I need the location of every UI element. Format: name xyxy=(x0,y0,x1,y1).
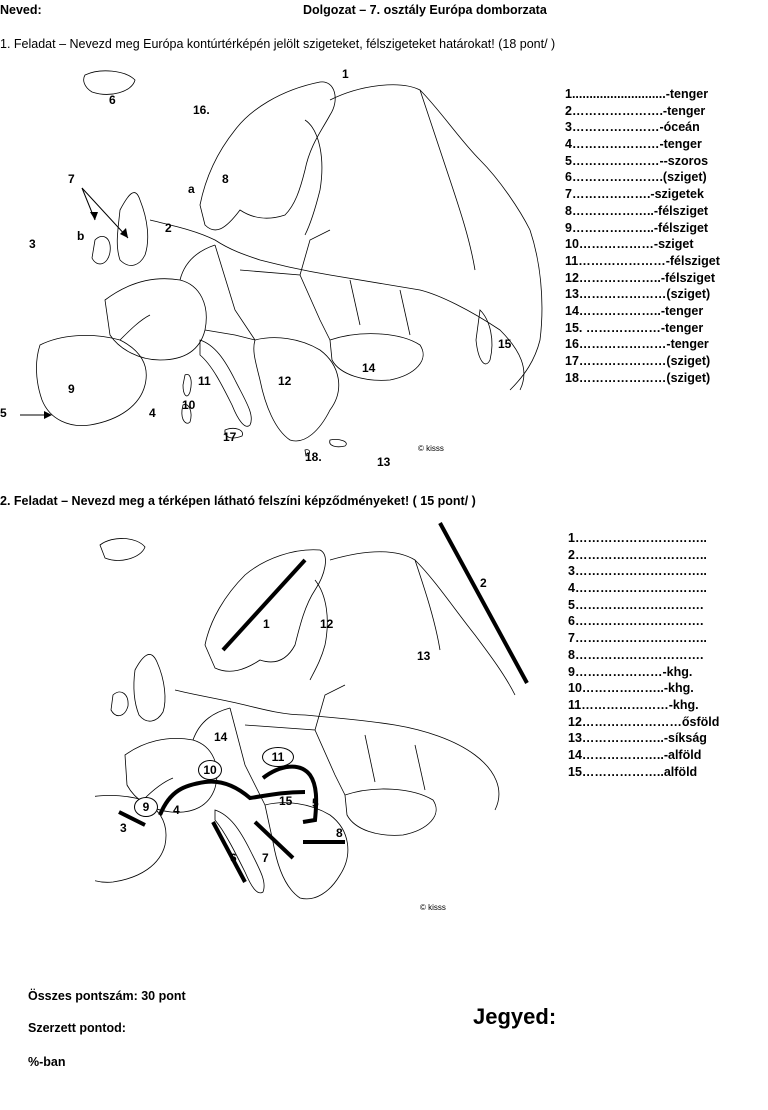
map2-label-9: 9 xyxy=(134,797,158,817)
earned-points: Szerzett pontod: xyxy=(28,1021,126,1035)
answer-line: 15………………..alföld xyxy=(568,764,698,779)
answer-line: 8………………..-félsziget xyxy=(565,203,709,218)
map1-label-13: 13 xyxy=(377,455,391,469)
answer-line: 1………………………….. xyxy=(568,531,707,545)
map1-label-7: 7 xyxy=(68,172,75,186)
map1-label-12: 12 xyxy=(278,374,292,388)
map2-label-11: 11 xyxy=(262,747,294,767)
map1-credit-text: kisss xyxy=(426,444,444,453)
task1-instruction: 1. Feladat – Nevezd meg Európa kontúrtérképén jelölt szigeteket, félszigeteket határokat! (18 pont/ ) xyxy=(0,37,556,51)
answer-line: 14………………..-alföld xyxy=(568,747,702,762)
map1-label-8: 8 xyxy=(222,172,229,186)
answer-line: 12………………..-félsziget xyxy=(565,270,716,285)
answer-line: 3…………………-óceán xyxy=(565,120,700,135)
answer-line: 10………………-sziget xyxy=(565,237,694,252)
map1-label-9: 9 xyxy=(68,382,75,396)
map1-label-6: 6 xyxy=(109,93,116,107)
map1-label-15: 15 xyxy=(498,337,512,351)
name-label: Neved: xyxy=(0,3,42,17)
answer-line: 16…………………-tenger xyxy=(565,337,709,352)
map1-label-18: 18. xyxy=(305,450,322,464)
map2-label-12: 12 xyxy=(320,617,334,631)
answer-line: 1...........................-tenger xyxy=(565,87,709,101)
map1-label-4: 4 xyxy=(149,406,156,420)
map1-label-11: 11 xyxy=(198,374,211,388)
map2-label-6: 6 xyxy=(230,851,237,865)
answer-line: 5…………………--szoros xyxy=(565,153,709,168)
map2-label-13: 13 xyxy=(417,649,431,663)
total-points: Összes pontszám: 30 pont xyxy=(28,989,186,1003)
answer-line: 5…………………………. xyxy=(568,597,704,612)
map2-label-8: 8 xyxy=(336,826,343,840)
answer-line: 11…………………-félsziget xyxy=(565,253,720,268)
answer-line: 9………………..-félsziget xyxy=(565,220,709,235)
percent-label: %-ban xyxy=(28,1055,66,1069)
map1-label-1: 1 xyxy=(342,67,349,81)
map1-label-10: 10 xyxy=(182,398,196,412)
answer-line: 12……………………ősföld xyxy=(568,714,720,729)
map2-label-10: 10 xyxy=(198,760,222,780)
map2-label-14: 14 xyxy=(214,730,228,744)
task2-answer-list xyxy=(568,530,719,780)
map1-credit: © kisss xyxy=(418,444,444,453)
answer-line: 8…………………………. xyxy=(568,647,704,662)
map1-label-14: 14 xyxy=(362,361,376,375)
map1-label-16: 16. xyxy=(193,103,210,117)
map1-label-b: b xyxy=(77,229,85,243)
map2-label-1: 1 xyxy=(263,617,270,631)
answer-line: 13…………………(sziget) xyxy=(565,287,711,302)
map2-label-15: 15 xyxy=(279,794,293,808)
map2-label-7: 7 xyxy=(262,851,269,865)
answer-line: 13………………..-síkság xyxy=(568,731,707,746)
page-title: Dolgozat – 7. osztály Európa domborzata xyxy=(303,3,547,17)
answer-line: 6………………….(sziget) xyxy=(565,170,707,185)
answer-line: 9…………………-khg. xyxy=(568,664,693,679)
answer-line: 6…………………………. xyxy=(568,614,704,629)
map2-label-4: 4 xyxy=(173,803,180,817)
map2-label-3: 3 xyxy=(120,821,127,835)
map1-label-5: 5 xyxy=(0,406,7,420)
map1-label-17: 17 xyxy=(223,430,237,444)
grade-label: Jegyed: xyxy=(473,1004,557,1029)
task2-instruction: 2. Feladat – Nevezd meg a térképen látható felszíni képződményeket! ( 15 pont/ ) xyxy=(0,494,476,508)
map2-label-5: 5 xyxy=(312,796,319,810)
answer-line: 4…………………-tenger xyxy=(565,137,702,152)
answer-line: 10………………..-khg. xyxy=(568,681,694,696)
map1-label-3: 3 xyxy=(29,237,36,251)
answer-line: 4………………………….. xyxy=(568,581,707,596)
map2-credit-text: kisss xyxy=(428,903,446,912)
answer-line: 3………………………….. xyxy=(568,564,707,579)
answer-line: 17…………………(sziget) xyxy=(565,354,711,368)
answer-line: 14………………..-tenger xyxy=(565,303,704,318)
answer-line: 2………………………….. xyxy=(568,547,707,562)
map2-credit: © kisss xyxy=(420,903,446,912)
answer-line: 18…………………(sziget) xyxy=(565,370,711,385)
map1-label-a: a xyxy=(188,182,195,196)
task1-answer-list xyxy=(565,86,720,386)
answer-line: 7………………………….. xyxy=(568,631,707,646)
answer-line: 11…………………-khg. xyxy=(568,697,699,712)
answer-line: 2………………….-tenger xyxy=(565,103,706,118)
europe-map-1 xyxy=(0,60,560,470)
map1-label-2: 2 xyxy=(165,221,172,235)
answer-line: 7……………….-szigetek xyxy=(565,187,704,202)
answer-line: 15. ………………-tenger xyxy=(565,320,704,335)
map2-label-2: 2 xyxy=(480,576,487,590)
